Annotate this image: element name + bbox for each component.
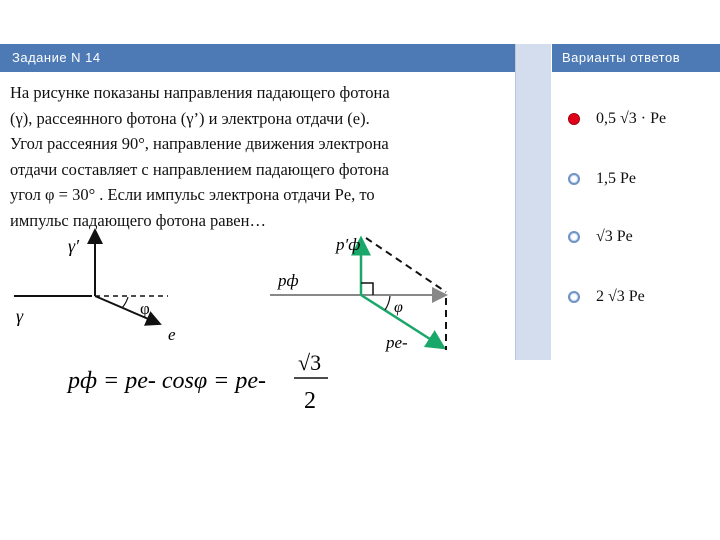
- radio-unselected[interactable]: [568, 291, 580, 303]
- p-phi-label: pф: [278, 271, 299, 290]
- answer-label: 1,5 Pe: [596, 170, 636, 187]
- p-e-label: pe-: [386, 333, 408, 352]
- scattering-diagram: [0, 220, 470, 355]
- phi-label-right: φ: [394, 299, 403, 316]
- p-phi-prime-label: p′ф: [336, 235, 361, 254]
- phi-arc: [122, 297, 128, 308]
- answer-label: √3 Pe: [596, 228, 633, 245]
- answer-option-3[interactable]: [568, 228, 633, 246]
- answer-label: 0,5 √3 · Pе: [596, 110, 667, 127]
- question-line: На рисунке показаны направления падающего фотона: [10, 83, 390, 102]
- gamma-prime-label: γ′: [68, 236, 80, 256]
- question-line: угол φ = 30° . Если импульс электрона отдачи Pe, то: [10, 185, 375, 204]
- scrollbar[interactable]: [515, 44, 551, 360]
- gamma-label: γ: [16, 306, 24, 326]
- question-line: импульс падающего фотона равен…: [10, 210, 266, 230]
- formula-denominator: 2: [304, 388, 316, 414]
- formula-lhs: pф = pe- cosφ = pe-: [68, 368, 266, 394]
- dashed-diagonal: [366, 238, 446, 292]
- question-line: (γ), рассеянного фотона (γ’) и электрона отдачи (e).: [10, 108, 370, 128]
- answer-option-2[interactable]: [568, 170, 636, 188]
- radio-unselected[interactable]: [568, 231, 580, 243]
- answer-option-4[interactable]: [568, 288, 645, 306]
- answers-header: Варианты ответов: [552, 44, 720, 72]
- question-line: отдачи составляет с направлением падающего фотона: [10, 159, 389, 179]
- electron-label: e: [168, 325, 176, 344]
- task-header: Задание N 14: [0, 44, 515, 72]
- phi-arc-right: [385, 296, 390, 310]
- radio-unselected[interactable]: [568, 173, 580, 185]
- answer-label: 2 √3 Pe: [596, 288, 645, 305]
- question-text: [10, 80, 510, 233]
- solution-formula: [62, 338, 362, 418]
- phi-label-left: φ: [140, 299, 150, 318]
- radio-selected[interactable]: [568, 113, 580, 125]
- formula-numerator: √3: [298, 350, 322, 375]
- question-line: Угол рассеяния 90°, направление движения электрона: [10, 134, 389, 153]
- right-angle-mark: [361, 283, 373, 295]
- answer-option-1[interactable]: [568, 110, 666, 128]
